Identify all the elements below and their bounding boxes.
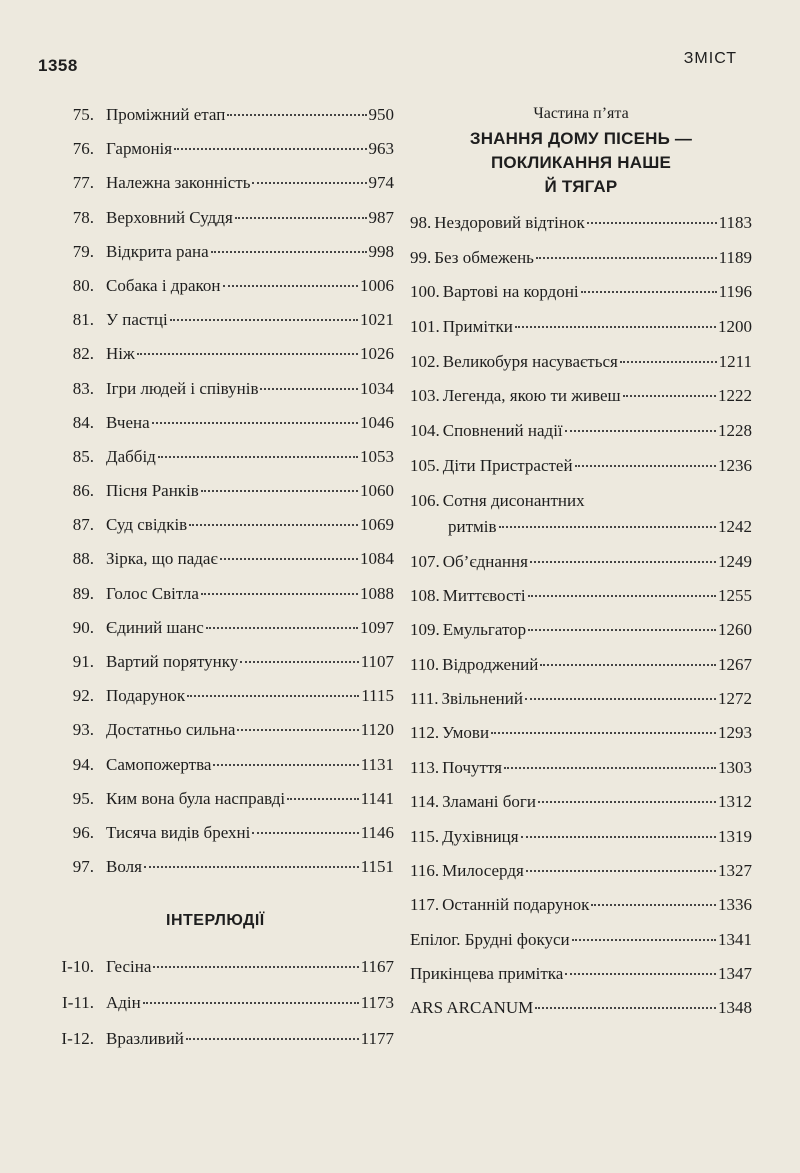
toc-entry[interactable]: [410, 586, 752, 606]
toc-entry[interactable]: [44, 481, 394, 501]
toc-entry[interactable]: [410, 213, 752, 233]
entry-title: Собака і дракон: [106, 275, 221, 295]
toc-entry[interactable]: [44, 993, 394, 1013]
toc-entry[interactable]: [410, 352, 752, 372]
entry-page: 1026: [360, 344, 394, 364]
entry-title: Вартові на кордоні: [442, 282, 579, 302]
leader-dots: [220, 558, 358, 560]
entry-page: 1183: [718, 213, 752, 232]
toc-entry[interactable]: [410, 861, 752, 881]
leader-dots: [565, 973, 716, 975]
toc-entry[interactable]: [410, 827, 752, 847]
entry-page: 1348: [718, 997, 752, 1017]
entry-number: 77.: [72, 173, 94, 193]
page-number: 1358: [38, 56, 78, 75]
entry-page: 1060: [360, 481, 394, 501]
leader-dots: [587, 222, 717, 224]
entry-number: 99.: [410, 247, 432, 267]
leader-dots: [504, 767, 716, 769]
leader-dots: [170, 319, 358, 321]
entry-number: 102.: [410, 351, 440, 371]
leader-dots: [187, 695, 359, 697]
entry-number: 90.: [72, 617, 94, 637]
toc-entry[interactable]: [410, 723, 752, 743]
leader-dots: [211, 251, 367, 253]
toc-entry[interactable]: [44, 242, 394, 262]
entry-title: Останній подарунок: [442, 895, 590, 915]
toc-entry[interactable]: [44, 549, 394, 569]
toc-entry[interactable]: [410, 282, 752, 302]
entry-page: 1021: [360, 310, 394, 330]
entry-title: Адін: [106, 993, 141, 1012]
entry-title: Легенда, якою ти живеш: [442, 386, 621, 406]
entry-number: I-11.: [62, 993, 94, 1012]
entry-title: Духівниця: [442, 826, 519, 846]
entry-title: Почуття: [442, 757, 502, 777]
entry-title: Воля: [106, 857, 142, 877]
entry-number: 96.: [72, 822, 94, 842]
leader-dots: [237, 729, 358, 731]
entry-page: 1120: [360, 720, 394, 740]
entry-title: Ніж: [106, 344, 135, 364]
entry-page: 1228: [718, 421, 752, 441]
entry-page: 1006: [360, 275, 394, 295]
toc-entry[interactable]: [410, 998, 752, 1018]
toc-entry[interactable]: [410, 386, 752, 406]
leader-dots: [620, 361, 717, 363]
entry-title: Гесіна: [106, 957, 152, 976]
entry-page: 1341: [718, 929, 752, 949]
entry-number: 80.: [72, 275, 94, 295]
entry-number: 103.: [410, 386, 440, 406]
entry-title: Належна законність: [106, 173, 251, 193]
entry-title: Єдиний шанс: [106, 617, 204, 637]
toc-entry[interactable]: [44, 1029, 394, 1049]
entry-title: Подарунок: [106, 686, 186, 706]
entry-title: Примітки: [442, 317, 513, 337]
entry-number: 100.: [410, 282, 440, 302]
entry-page: 1146: [360, 822, 394, 842]
part-title: [410, 127, 752, 199]
entry-page: 974: [368, 173, 394, 193]
entry-page: 1236: [718, 455, 752, 475]
leader-dots: [535, 1007, 716, 1009]
leader-dots: [540, 664, 716, 666]
toc-entry[interactable]: [44, 276, 394, 296]
entry-number: 113.: [410, 757, 440, 777]
toc-entry[interactable]: [410, 317, 752, 337]
entry-title: Миттєвості: [442, 585, 526, 605]
entry-title: Ігри людей і співунів: [106, 378, 259, 398]
leader-dots: [223, 285, 359, 287]
entry-number: 116.: [410, 861, 440, 881]
toc-entry[interactable]: [410, 248, 752, 268]
entry-title: Великобуря насувається: [442, 351, 618, 371]
running-head: ЗМІСТ: [683, 50, 737, 67]
entry-page: 1260: [718, 620, 752, 640]
entry-number: 89.: [72, 583, 94, 603]
leader-dots: [575, 465, 716, 467]
entry-number: 98.: [410, 213, 432, 232]
entry-title: Самопожертва: [106, 754, 212, 774]
leader-dots: [240, 661, 358, 663]
entry-page: 1069: [360, 515, 394, 535]
toc-entry[interactable]: [410, 964, 752, 984]
entry-number: 76.: [72, 139, 94, 159]
leader-dots: [591, 904, 716, 906]
entry-page: 1200: [718, 317, 752, 337]
entry-number: 109.: [410, 620, 440, 640]
toc-entry[interactable]: [44, 139, 394, 159]
entry-title: Сповнений надії: [442, 421, 563, 441]
leader-dots: [491, 732, 716, 734]
interludes-heading: ІНТЕРЛЮДІЇ: [166, 912, 265, 929]
entry-page: 1141: [360, 788, 394, 808]
toc-entry[interactable]: [410, 930, 752, 950]
entry-title: Епілог. Брудні фокуси: [410, 929, 570, 949]
entry-title: Зламані боги: [442, 792, 536, 812]
leader-dots: [143, 1002, 359, 1004]
entry-number: 112.: [410, 723, 440, 743]
toc-entry[interactable]: [44, 584, 394, 604]
entry-number: 107.: [410, 551, 440, 571]
part-title-line: ЗНАННЯ ДОМУ ПІСЕНЬ —: [469, 129, 693, 148]
entry-page: 1319: [718, 826, 752, 846]
toc-entry[interactable]: [410, 421, 752, 441]
entry-title: У пастці: [106, 310, 168, 330]
entry-number: 79.: [72, 241, 94, 261]
entry-page: 1211: [718, 351, 752, 371]
entry-title-line2: ритмів: [448, 516, 497, 536]
leader-dots: [499, 526, 716, 528]
entry-title: ARS ARCANUM: [410, 997, 534, 1017]
right-entries-continued: [410, 552, 752, 916]
leader-dots: [201, 490, 358, 492]
toc-entry[interactable]: [44, 618, 394, 638]
leader-dots: [260, 388, 358, 390]
entry-number: 92.: [72, 686, 94, 706]
entry-page: 1303: [718, 757, 752, 777]
toc-entry[interactable]: [410, 655, 752, 675]
entry-page: 1255: [718, 585, 752, 605]
entry-title: Вразливий: [106, 1029, 184, 1048]
entry-page: 1242: [718, 516, 752, 536]
toc-entry[interactable]: [44, 720, 394, 740]
toc-entry[interactable]: [44, 515, 394, 535]
toc-entry[interactable]: [44, 857, 394, 877]
entry-page: 1222: [718, 386, 752, 406]
entry-page: 1272: [718, 689, 752, 709]
toc-entry[interactable]: [44, 823, 394, 843]
entry-number: 81.: [72, 310, 94, 330]
toc-entry[interactable]: [44, 447, 394, 467]
entry-number: 91.: [72, 652, 94, 671]
leader-dots: [515, 326, 716, 328]
entry-title: Зірка, що падає: [106, 549, 218, 569]
entry-title: Проміжний етап: [106, 105, 226, 124]
leader-dots: [153, 966, 358, 968]
entry-title: Достатньо сильна: [106, 720, 236, 740]
entry-title: Вчена: [106, 412, 150, 432]
entry-title: Емульгатор: [442, 620, 527, 640]
entry-page: 950: [368, 105, 394, 124]
leader-dots: [174, 148, 366, 150]
entry-page: 1034: [360, 378, 394, 398]
entry-page: 1115: [361, 686, 394, 706]
entry-page: 1088: [360, 583, 394, 603]
part-title-line: Й ТЯГАР: [544, 177, 618, 196]
entry-number: 97.: [72, 857, 94, 877]
entry-number: 85.: [72, 446, 94, 466]
entry-page: 1293: [718, 723, 752, 743]
toc-entry[interactable]: [44, 379, 394, 399]
leader-dots: [227, 114, 366, 116]
toc-entry[interactable]: [410, 792, 752, 812]
entry-page: 963: [368, 139, 394, 159]
toc-entry[interactable]: [44, 344, 394, 364]
entry-page: 1053: [360, 446, 394, 466]
entry-number: 93.: [72, 720, 94, 740]
entry-number: 88.: [72, 549, 94, 569]
toc-entry[interactable]: [410, 456, 752, 476]
entry-page: 1189: [718, 247, 752, 267]
entry-title: Відроджений: [442, 654, 539, 674]
entry-title: Умови: [442, 723, 490, 743]
entry-number: 110.: [410, 654, 440, 674]
toc-entry[interactable]: [44, 173, 394, 193]
entry-number: 75.: [72, 105, 94, 124]
entry-number: 84.: [72, 412, 94, 432]
toc-entry[interactable]: [44, 208, 394, 228]
interludes-list: [44, 957, 394, 1065]
leader-dots: [526, 870, 716, 872]
entry-title: Пісня Ранків: [106, 481, 199, 501]
entry-page: 1336: [718, 895, 752, 915]
entry-title: Ким вона була насправді: [106, 788, 286, 808]
right-column: [410, 105, 752, 1032]
right-entries: [410, 213, 752, 476]
leader-dots: [186, 1038, 359, 1040]
entry-title-line1: Сотня дисонантних: [442, 490, 585, 510]
leader-dots: [581, 291, 717, 293]
entry-title: Суд свідків: [106, 515, 188, 535]
entry-number: 83.: [72, 378, 94, 398]
entry-number: 115.: [410, 826, 440, 846]
entry-number: 82.: [72, 344, 94, 364]
entry-page: 1151: [360, 857, 394, 877]
entry-number: 101.: [410, 317, 440, 337]
toc-entry[interactable]: [44, 789, 394, 809]
entry-page: 1267: [718, 654, 752, 674]
toc-entry[interactable]: [44, 105, 394, 125]
entry-number: I-12.: [61, 1029, 94, 1048]
leader-dots: [252, 182, 366, 184]
leader-dots: [538, 801, 716, 803]
entry-page: 1097: [360, 617, 394, 637]
entry-title: Об’єднання: [442, 551, 528, 571]
entry-page: 987: [368, 207, 394, 227]
leader-dots: [525, 698, 716, 700]
entry-page: 1173: [360, 993, 394, 1012]
entry-page: 998: [368, 241, 394, 261]
entry-page: 1327: [718, 861, 752, 881]
entry-number: 95.: [72, 788, 94, 808]
entry-number: 114.: [410, 792, 440, 812]
toc-entry[interactable]: [44, 755, 394, 775]
entry-number: 78.: [72, 207, 94, 227]
entry-title: Даббід: [106, 446, 156, 466]
entry-title: Тисяча видів брехні: [106, 822, 251, 842]
left-column: [44, 105, 394, 891]
leader-dots: [144, 866, 359, 868]
entry-page: 1131: [360, 754, 394, 774]
toc-entry[interactable]: [44, 413, 394, 433]
leader-dots: [572, 939, 716, 941]
entry-page: 1046: [360, 412, 394, 432]
entry-page: 1107: [360, 652, 394, 671]
leader-dots: [235, 217, 367, 219]
leader-dots: [158, 456, 358, 458]
leader-dots: [521, 836, 716, 838]
entry-title: Милосердя: [442, 861, 524, 881]
entry-number: 94.: [72, 754, 94, 774]
entry-number: 117.: [410, 895, 440, 915]
leader-dots: [152, 422, 358, 424]
entry-page: 1249: [718, 551, 752, 571]
toc-entry[interactable]: [410, 895, 752, 915]
leader-dots: [565, 430, 716, 432]
leader-dots: [137, 353, 358, 355]
leader-dots: [189, 524, 358, 526]
entry-page: 1167: [360, 957, 394, 976]
entry-title: Діти Пристрастей: [442, 455, 573, 475]
entry-number: I-10.: [61, 957, 94, 976]
toc-entry[interactable]: [44, 310, 394, 330]
end-entries: [410, 930, 752, 1018]
toc-entry[interactable]: [410, 552, 752, 572]
part-label: Частина п’ята: [533, 105, 629, 122]
entry-title: Верховний Суддя: [106, 207, 233, 227]
entry-title: Нездоровий відтінок: [434, 213, 585, 232]
entry-page: 1347: [718, 963, 752, 983]
leader-dots: [528, 595, 716, 597]
entry-title: Гармонія: [106, 139, 173, 159]
entry-page: 1312: [718, 792, 752, 812]
leader-dots: [530, 561, 716, 563]
entry-number: 104.: [410, 421, 440, 441]
toc-entry[interactable]: [44, 957, 394, 977]
entry-title: Голос Світла: [106, 583, 199, 603]
part-title-line: ПОКЛИКАННЯ НАШЕ: [490, 153, 672, 172]
entry-title: Прикінцева примітка: [410, 963, 564, 983]
entry-number: 105.: [410, 455, 440, 475]
entry-page: 1177: [360, 1029, 394, 1048]
leader-dots: [536, 257, 717, 259]
entry-number: 106.: [410, 490, 440, 510]
toc-entry[interactable]: [410, 620, 752, 640]
entry-title: Без обмежень: [434, 247, 534, 267]
entry-number: 108.: [410, 585, 440, 605]
entry-number: 86.: [72, 481, 94, 501]
leader-dots: [213, 764, 358, 766]
leader-dots: [528, 629, 716, 631]
entry-number: 111.: [410, 689, 439, 709]
toc-entry[interactable]: [410, 758, 752, 778]
leader-dots: [252, 832, 358, 834]
entry-page: 1196: [718, 282, 752, 302]
leader-dots: [201, 593, 358, 595]
leader-dots: [287, 798, 359, 800]
entry-title: Звільнений: [441, 689, 523, 709]
toc-entry[interactable]: [44, 686, 394, 706]
leader-dots: [206, 627, 358, 629]
toc-entry-106[interactable]: [410, 491, 752, 537]
toc-entry[interactable]: [410, 689, 752, 709]
toc-entry[interactable]: [44, 652, 394, 672]
leader-dots: [623, 395, 716, 397]
entry-page: 1084: [360, 549, 394, 569]
entry-title: Вартий порятунку: [106, 652, 239, 671]
entry-number: 87.: [72, 515, 94, 535]
entry-title: Відкрита рана: [106, 241, 209, 261]
